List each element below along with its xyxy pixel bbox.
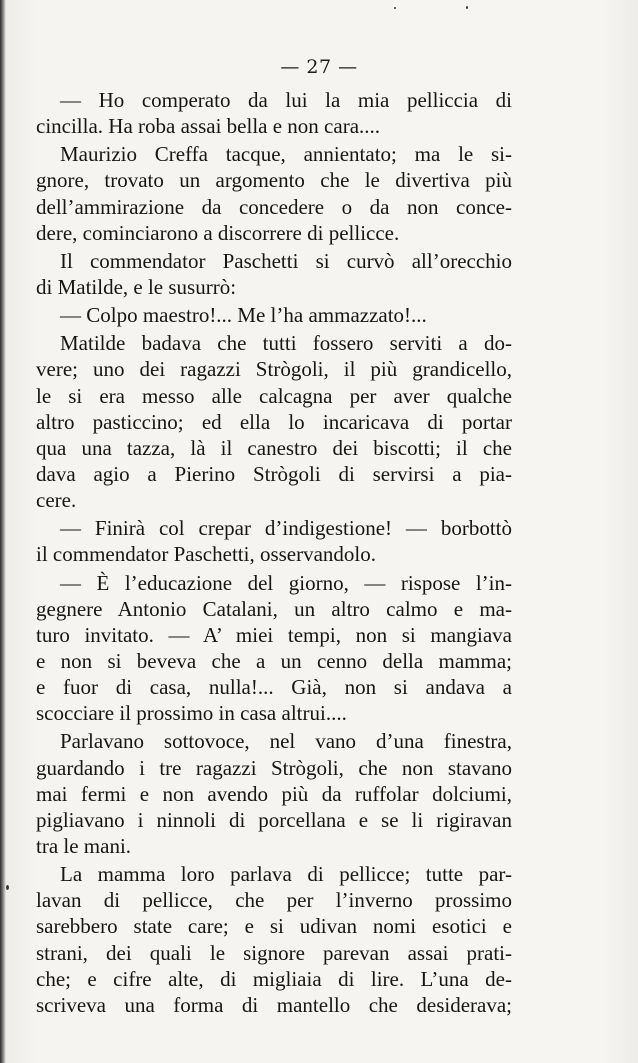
text-line: scocciare il prossimo in casa altrui.... [36,701,347,726]
text-line: qua una tazza, là il canestro dei biscotti; il che [36,435,512,460]
text-line: cincilla. Ha roba assai bella e non cara.... [36,114,381,139]
text-line: che; e cifre alte, di migliaia di lire. L’una de- [36,966,512,991]
scan-speck [466,6,468,9]
text-line: gegnere Antonio Catalani, un altro calmo e ma- [36,596,512,621]
text-line: vere; uno dei ragazzi Strògoli, il più grandicello, [36,357,512,382]
text-line: tra le mani. [36,833,132,858]
text-line: dere, cominciarono a discorrere di pellicce. [36,220,400,245]
text-line: dell’ammirazione da concedere o da non conce- [36,194,512,219]
scan-speck [6,885,9,890]
text-line: — Colpo maestro!... Me l’ha ammazzato!... [60,303,427,328]
text-line: pigliavano i ninnoli di porcellana e se li rigiravan [36,807,512,832]
text-line: — È l’educazione del giorno, — rispose l’in- [60,570,512,595]
page-number: — 27 — [280,56,358,78]
text-line: Maurizio Creffa tacque, annientato; ma le si- [60,142,512,167]
text-line: cere. [36,488,77,513]
body-text [36,87,512,1018]
text-line: — Finirà col crepar d’indigestione! — borbottò [60,516,512,541]
text-line: Parlavano sottovoce, nel vano d’una finestra, [60,729,512,754]
text-line: lavan di pellicce, che per l’inverno prossimo [36,888,512,913]
scan-speck [394,7,396,9]
text-line: e non si beveva che a un cenno della mamma; [36,648,512,673]
text-line: La mamma loro parlava di pellicce; tutte par- [60,862,512,887]
page-binding-edge [0,0,6,1063]
text-line: di Matilde, e le susurrò: [36,274,237,299]
text-line: turo invitato. — A’ miei tempi, non si mangiava [36,622,512,647]
text-line: — Ho comperato da lui la mia pelliccia di [60,88,512,112]
text-line: gnore, trovato un argomento che le divertiva più [36,168,512,193]
text-line: dava agio a Pierino Strògoli di servirsi a pia- [36,461,512,486]
text-line: Matilde badava che tutti fossero serviti a do- [60,331,512,356]
text-line: le si era messo alle calcagna per aver qualche [36,383,512,408]
text-line: il commendator Paschetti, osservandolo. [36,542,377,567]
text-line: altro pasticcino; ed ella lo incaricava di portar [36,409,512,434]
text-line: scriveva una forma di mantello che desiderava; [36,992,512,1017]
text-line: e fuor di casa, nulla!... Già, non si andava a [36,675,512,700]
text-line: Il commendator Paschetti si curvò all’orecchio [60,248,512,273]
text-line: sarebbero state care; e si udivan nomi esotici e [36,914,512,939]
text-line: mai fermi e non avendo più da ruffolar dolciumi, [36,781,512,806]
text-line: guardando i tre ragazzi Strògoli, che non stavano [36,755,512,780]
text-line: strani, dei quali le signore parevan assai prati- [36,940,512,965]
